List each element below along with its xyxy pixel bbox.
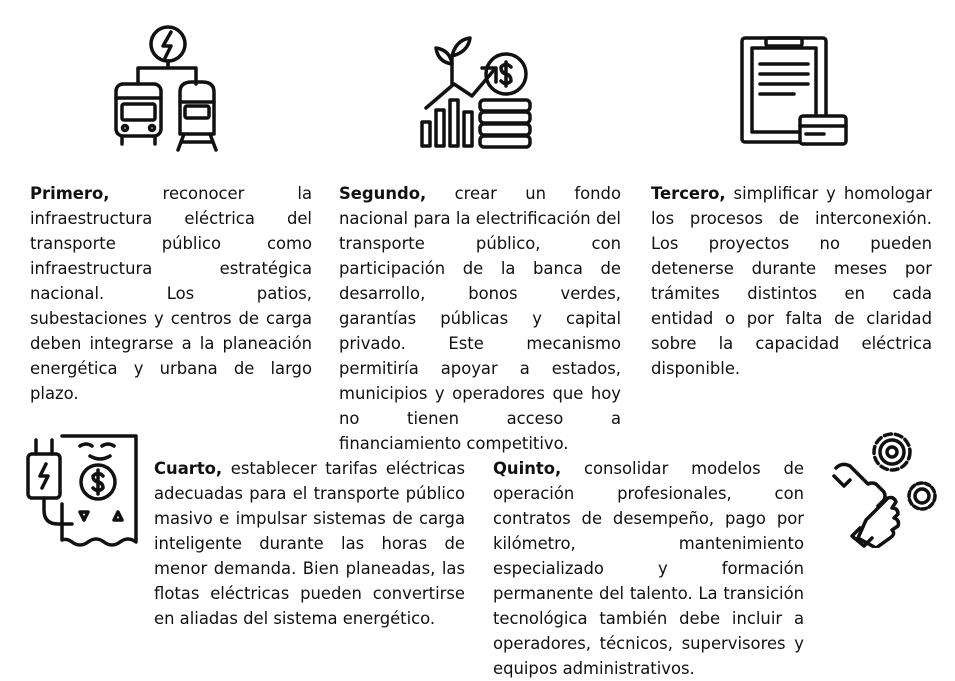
growth-chart-coins-icon bbox=[416, 26, 536, 150]
section-heading: Segundo, bbox=[339, 184, 427, 204]
section-primero bbox=[30, 181, 312, 406]
section-quinto bbox=[493, 456, 804, 681]
section-heading: Tercero, bbox=[651, 184, 726, 204]
section-body: reconocer la infraestructura eléctrica del transporte público como infraestructura estratégica nacional. Los patios, subestaciones y centros de carga deben integrarse a la planeación energética y urbana de largo plazo. bbox=[30, 184, 312, 404]
section-segundo bbox=[339, 181, 621, 456]
section-body: establecer tarifas eléctricas adecuadas para el transporte público masivo e impulsar sistemas de carga inteligente durante las horas de menor demanda. Bien planeadas, las flotas eléctricas pueden convertirse en aliadas del sistema energético. bbox=[154, 459, 465, 629]
section-heading: Primero, bbox=[30, 184, 110, 204]
section-heading: Quinto, bbox=[493, 459, 562, 479]
bus-train-lightning-icon bbox=[108, 20, 226, 158]
section-heading: Cuarto, bbox=[154, 459, 223, 479]
gears-wrench-hand-icon bbox=[830, 424, 942, 548]
section-cuarto bbox=[154, 456, 465, 631]
plug-bill-icon bbox=[20, 432, 142, 552]
section-tercero bbox=[651, 181, 932, 381]
section-body: simplificar y homologar los procesos de interconexión. Los proyectos no pueden detenerse durante meses por trámites distintos en cada entidad o por falta de claridad sobre la capacidad eléctrica disponible. bbox=[651, 184, 932, 379]
section-body: crear un fondo nacional para la electrificación del transporte público, con participación de la banca de desarrollo, bonos verdes, garantías públicas y capital privado. Este mecanismo permitiría apoyar a estados, municipios y operadores que hoy no tienen acceso a financiamiento competitivo. bbox=[339, 184, 621, 454]
clipboard-card-icon bbox=[738, 34, 850, 148]
section-body: consolidar modelos de operación profesionales, con contratos de desempeño, pago por kilómetro, mantenimiento especializado y formación permanente del talento. La transición tecnológica también debe incluir a operadores, técnicos, supervisores y equipos administrativos. bbox=[493, 459, 804, 679]
